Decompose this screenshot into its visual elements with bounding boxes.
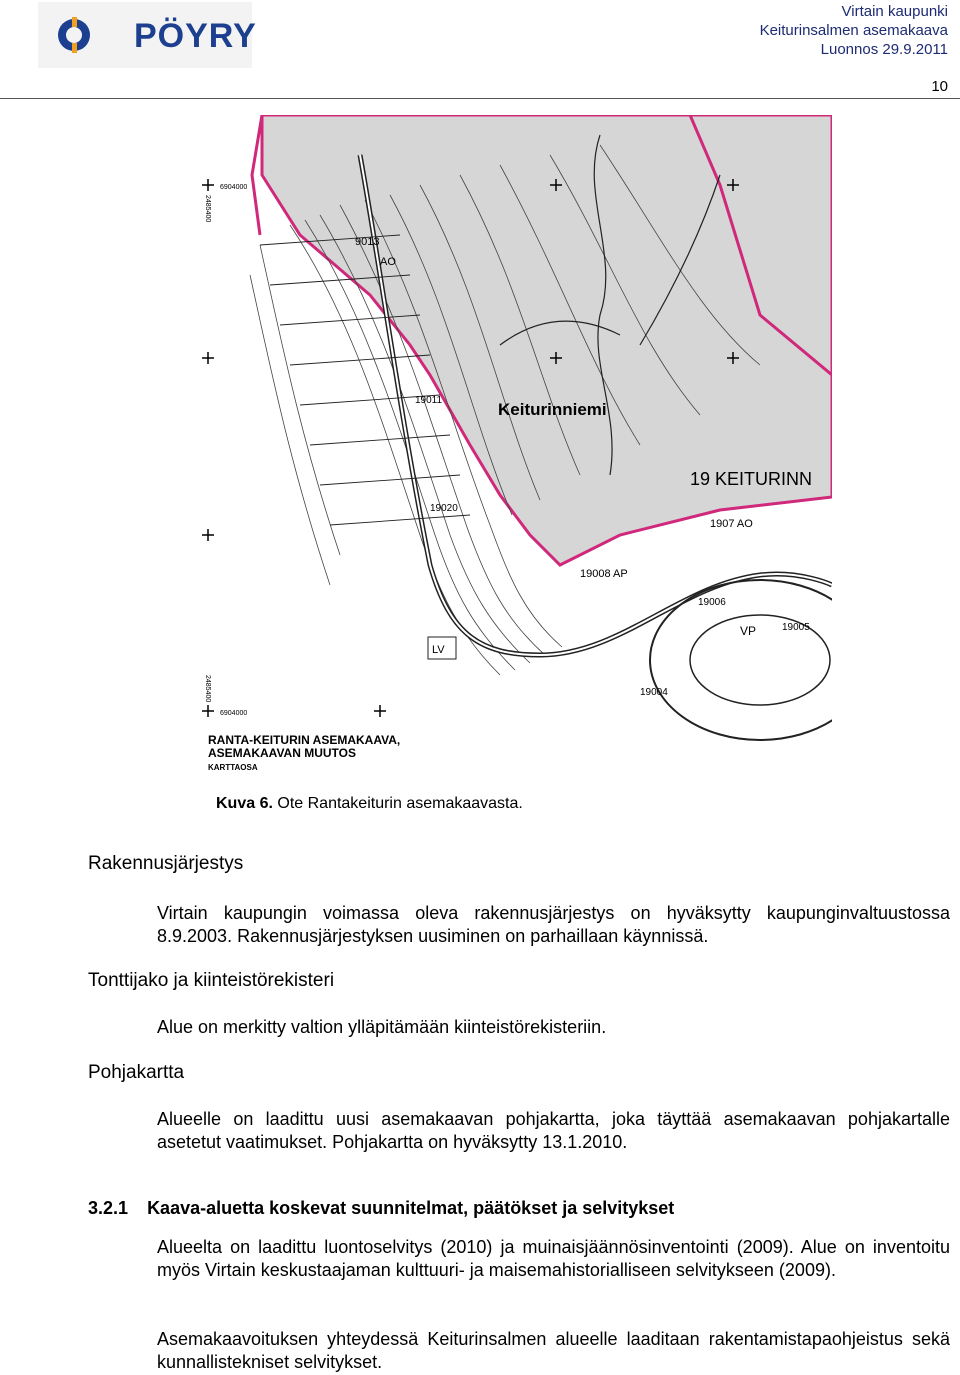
page-number: 10 [931, 78, 948, 95]
para-selvitykset: Alueelta on laadittu luontoselvitys (2010) ja muinaisjäännösinventointi (2009). Alue on inventoitu myös Virtain keskustaajaman kulttuuri- ja maisemahistorialliseen selvitykseen (2009). [157, 1237, 950, 1280]
heading-rakennusjarjestys: Rakennusjärjestys [88, 853, 244, 874]
coord-side-bottom-label: 2485400 [204, 675, 211, 703]
label-keiturinniemi: Keiturinniemi [498, 400, 607, 419]
label-19-keiturinn: 19 KEITURINN [690, 469, 813, 489]
coord-side-top-label: 2485400 [204, 195, 211, 223]
poyry-logo [38, 2, 257, 68]
heading-tonttijako: Tonttijako ja kiinteistörekisteri [88, 970, 335, 991]
label-19020: 19020 [430, 503, 458, 514]
para-rakennusjarjestys: Virtain kaupungin voimassa oleva rakennusjärjestys on hyväksytty kaupunginvaltuustossa 8.9.2003. Rakennusjärjestyksen uusiminen on parhaillaan käynnissä. [157, 903, 950, 946]
header-plan-name: Keiturinsalmen asemakaava [759, 22, 948, 39]
map-title-line1: RANTA-KEITURIN ASEMAKAAVA, [208, 733, 401, 747]
figure-caption [216, 795, 523, 813]
header-draft-date: Luonnos 29.9.2011 [820, 41, 948, 58]
header-divider [0, 98, 960, 99]
label-lv: LV [432, 644, 445, 656]
label-1907: 1907 AO [710, 518, 753, 530]
para-pohjakartta: Alueelle on laadittu uusi asemakaavan pohjakartta, joka täyttää asemakaavan pohjakartalle asetetut vaatimukset. Pohjakartta on hyväksytty 13.1.2010. [157, 1109, 950, 1152]
section-number: 3.2.1 [88, 1198, 129, 1218]
header-city: Virtain kaupunki [841, 3, 948, 20]
logo-wordmark: PÖYRY [134, 17, 257, 55]
label-vp: VP [740, 624, 757, 638]
label-19011: 19011 [415, 395, 443, 406]
label-19005: 19005 [782, 622, 810, 633]
document-header [760, 2, 948, 59]
map-title-line2: ASEMAKAAVAN MUUTOS [208, 746, 357, 760]
map-title-line3: KARTTAOSA [208, 763, 258, 772]
section-heading-3-2-1 [88, 1198, 674, 1219]
zoning-map [200, 115, 832, 785]
label-19004: 19004 [640, 687, 668, 698]
coord-top-label: 6904000 [220, 184, 248, 191]
coord-bottom-label: 6904000 [220, 710, 248, 717]
label-19008: 19008 AP [580, 568, 628, 580]
caption-text: Ote Rantakeiturin asemakaavasta. [277, 795, 523, 812]
label-9013: 9013 [355, 236, 380, 248]
label-19006: 19006 [698, 597, 726, 608]
section-title: Kaava-aluetta koskevat suunnitelmat, päätökset ja selvitykset [147, 1198, 675, 1218]
heading-pohjakartta: Pohjakartta [88, 1062, 185, 1083]
label-ao: AO [380, 256, 396, 268]
para-tonttijako: Alue on merkitty valtion ylläpitämään kiinteistörekisteriin. [157, 1017, 607, 1037]
para-asemakaavoitus: Asemakaavoituksen yhteydessä Keiturinsalmen alueelle laaditaan rakentamistapaohjeistus sekä kunnallistekniset selvitykset. [157, 1329, 950, 1372]
caption-label: Kuva 6. [216, 795, 273, 812]
